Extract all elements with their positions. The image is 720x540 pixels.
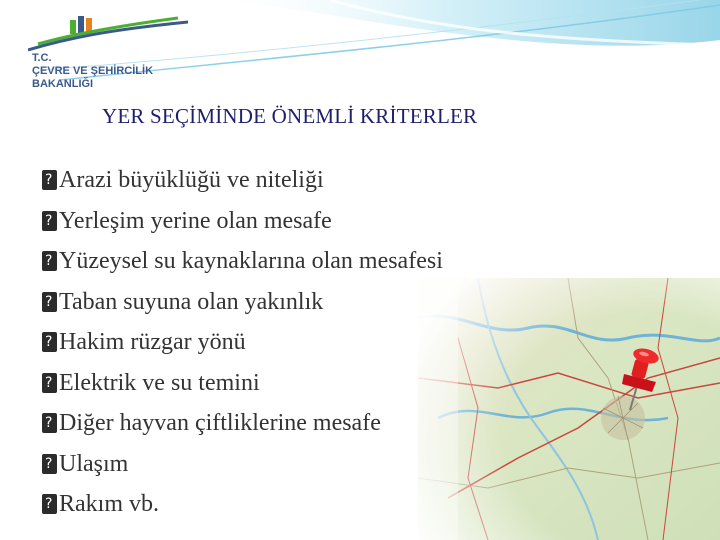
bullet-icon [42, 494, 57, 514]
bullet-icon [42, 170, 57, 190]
bullet-icon [42, 211, 57, 231]
logo-line-3: BAKANLIĞI [32, 78, 94, 90]
list-item [42, 444, 443, 485]
list-item [42, 201, 443, 242]
slide-title: YER SEÇİMİNDE ÖNEMLİ KRİTERLER [102, 104, 478, 128]
map-photo [418, 278, 720, 540]
bullet-icon [42, 454, 57, 474]
bullet-icon [42, 373, 57, 393]
list-item [42, 363, 443, 404]
criterion-text: Taban suyuna olan yakınlık [59, 288, 324, 315]
bullet-icon [42, 292, 57, 312]
criterion-text: Arazi büyüklüğü ve niteliği [59, 167, 324, 193]
list-item [42, 282, 443, 323]
criterion-text: Diğer hayvan çiftliklerine mesafe [59, 410, 381, 436]
bullet-icon [42, 413, 57, 433]
list-item [42, 160, 443, 201]
logo-line-2: ÇEVRE VE ŞEHİRCİLİK [32, 65, 154, 77]
list-item [42, 484, 443, 525]
criterion-text: Hakim rüzgar yönü [59, 329, 246, 355]
logo-line-1: T.C. [32, 52, 52, 64]
bullet-icon [42, 332, 57, 352]
bullet-icon [42, 251, 57, 271]
logo-emblem [28, 16, 188, 56]
criteria-list [42, 160, 443, 525]
criterion-text: Rakım vb. [59, 491, 159, 517]
list-item [42, 322, 443, 363]
criterion-text: Yerleşim yerine olan mesafe [59, 207, 332, 234]
list-item [42, 241, 443, 282]
ministry-logo [28, 22, 188, 94]
list-item [42, 403, 443, 444]
criterion-text: Elektrik ve su temini [59, 369, 260, 396]
criterion-text: Ulaşım [59, 450, 129, 477]
logo-text [32, 52, 153, 91]
criterion-text: Yüzeysel su kaynaklarına olan mesafesi [59, 248, 443, 274]
